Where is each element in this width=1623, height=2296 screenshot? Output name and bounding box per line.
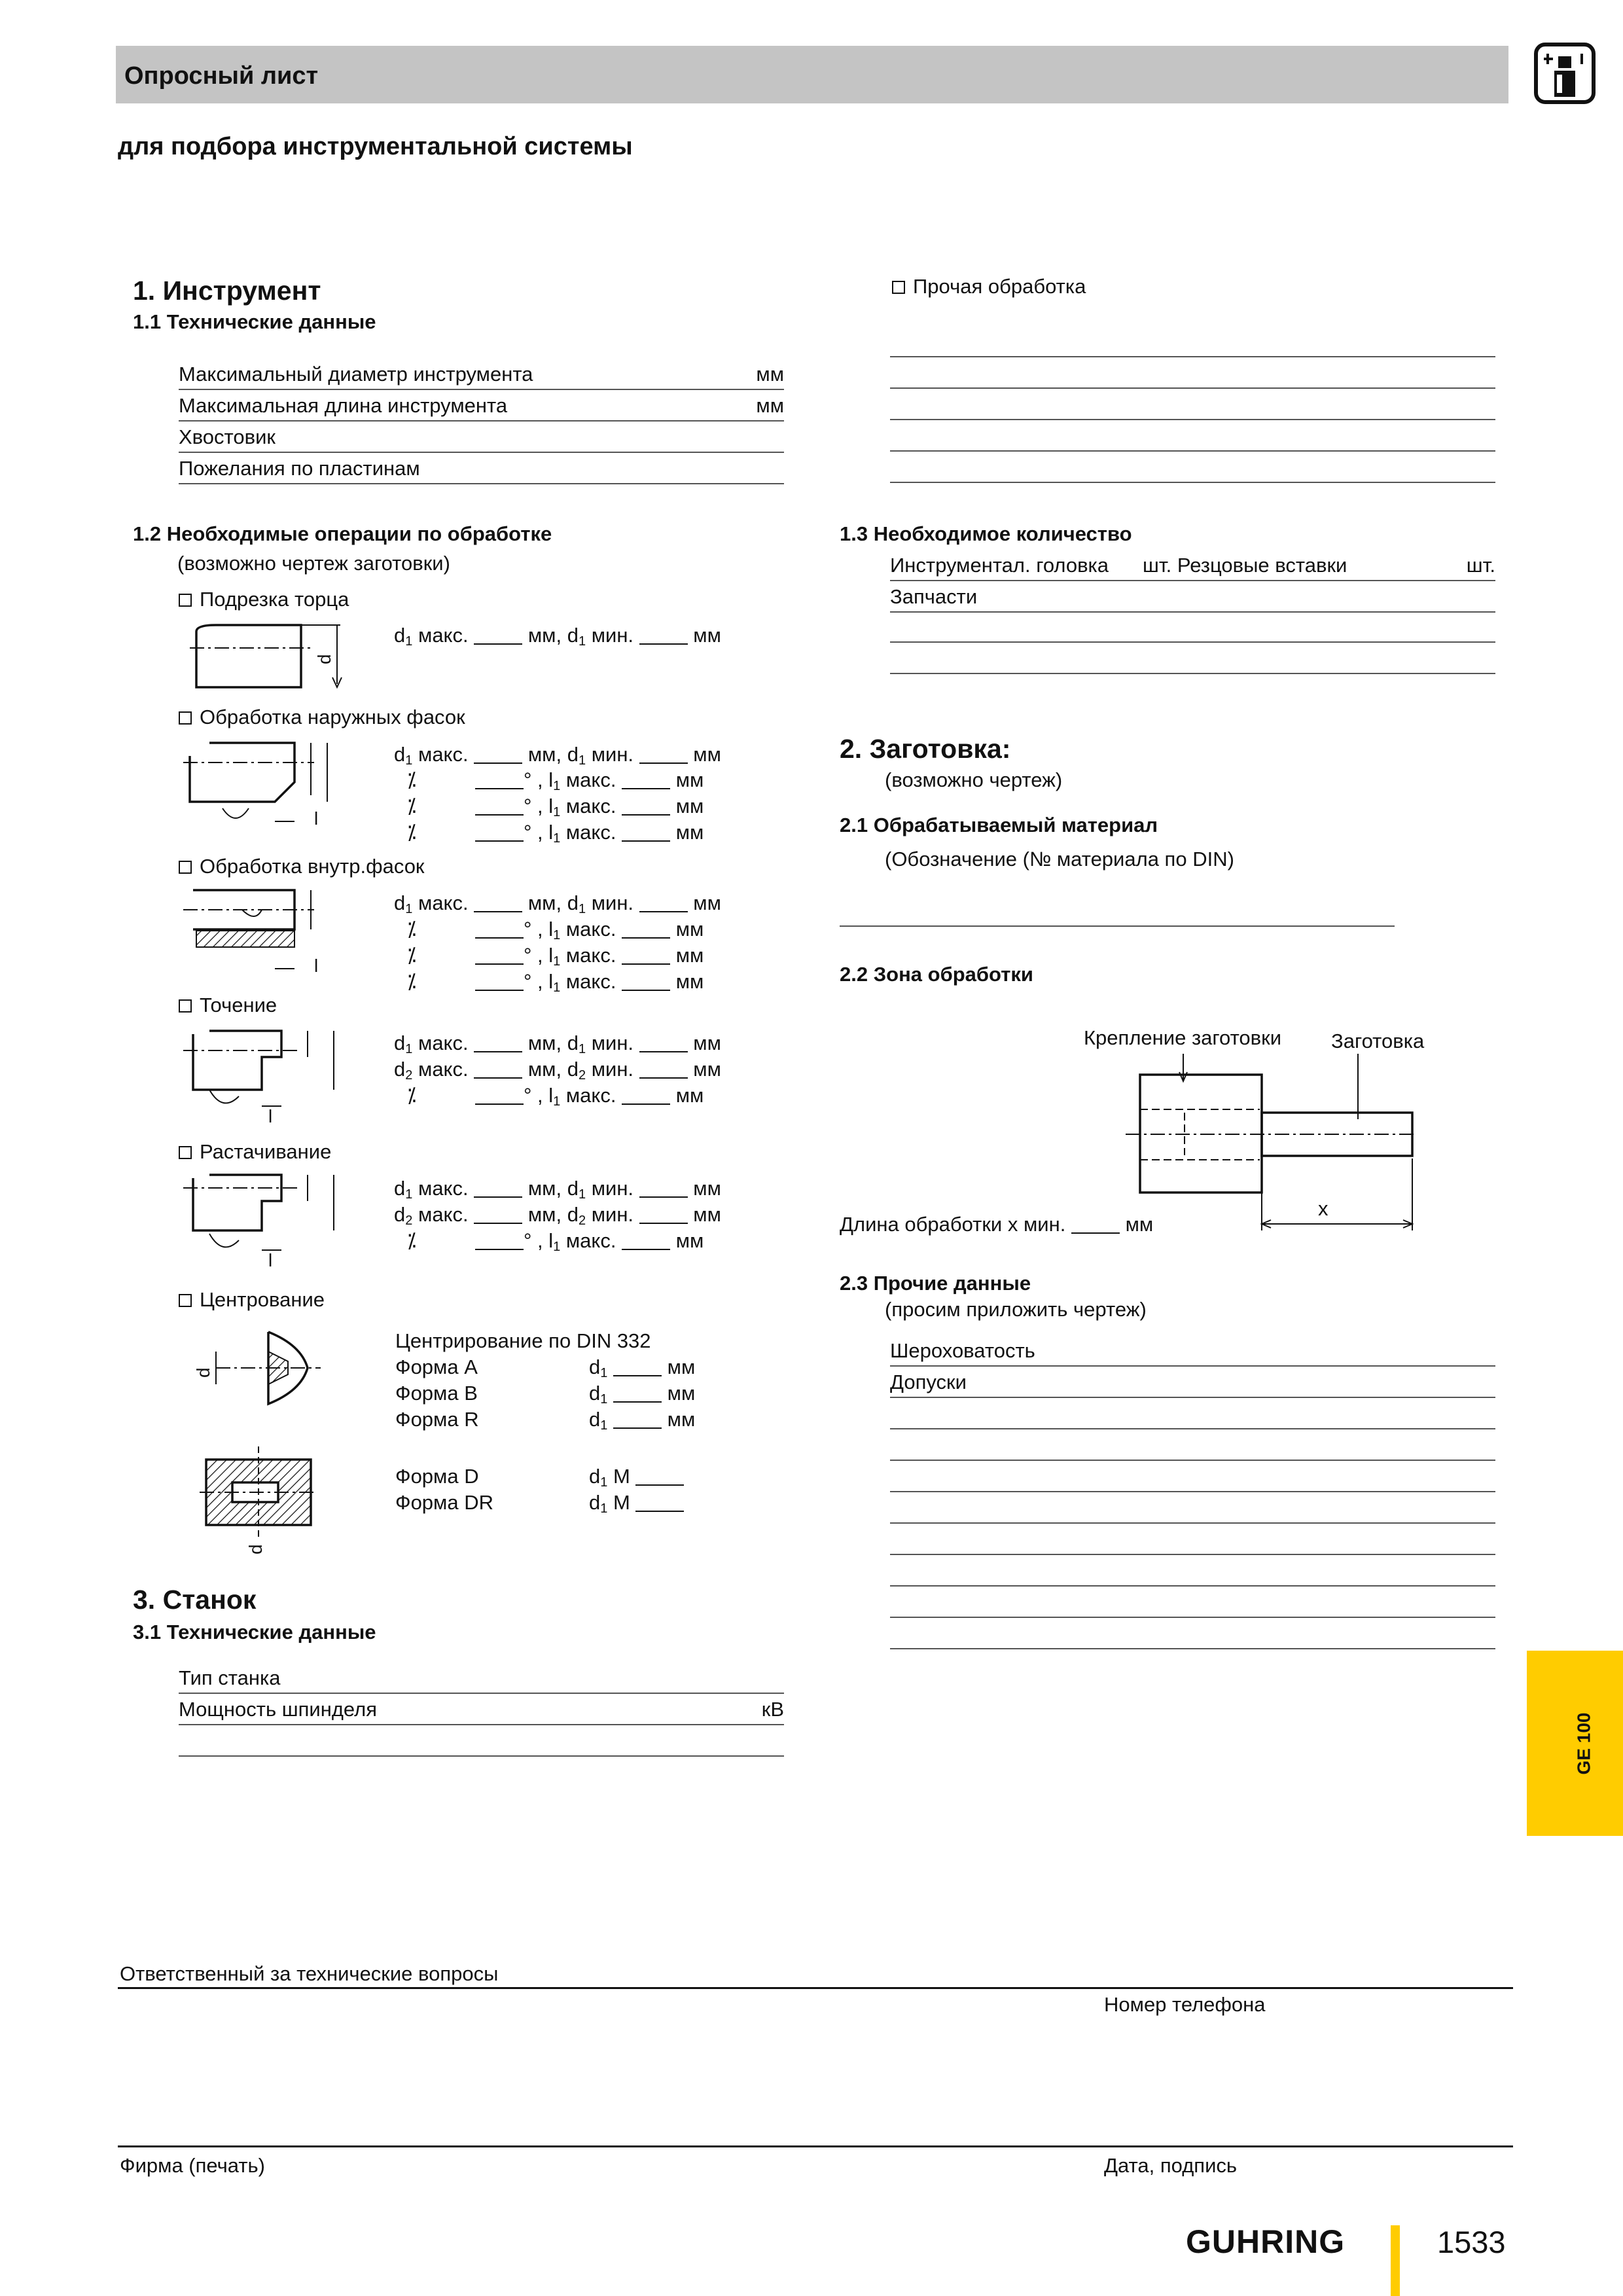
checkbox-outer-chamfer[interactable] — [179, 711, 192, 725]
workpiece-label: Заготовка — [1331, 1030, 1425, 1052]
other-line-4[interactable] — [890, 450, 1495, 452]
header-bar — [116, 46, 1508, 103]
section-1-2-note: (возможно чертеж заготовки) — [177, 552, 450, 575]
data-line-8[interactable] — [890, 1585, 1495, 1587]
firm-line[interactable] — [118, 2145, 1513, 2147]
inner-chamfer-angle-1: ⁒ ° , $l_1$ макс. мм — [407, 918, 704, 942]
section-2-2-title: 2.2 Зона обработки — [840, 963, 1033, 986]
turning-sketch — [183, 1024, 353, 1129]
section-3-title: 3. Станок — [133, 1585, 257, 1615]
op-inner-chamfer[interactable]: Обработка внутр.фасок — [179, 856, 425, 876]
section-1-3-title: 1.3 Необходимое количество — [840, 522, 1132, 545]
outer-chamfer-angle-1: ⁒ ° , $l_1$ макс. мм — [407, 768, 704, 793]
checkbox-other[interactable] — [892, 281, 905, 294]
boring-sketch — [183, 1168, 353, 1273]
field-max-length[interactable]: Максимальная длина инструмента мм — [179, 389, 784, 422]
zone-diagram — [1126, 1047, 1420, 1237]
form-b: Форма B — [395, 1382, 478, 1405]
data-line-10[interactable] — [890, 1648, 1495, 1649]
other-processing[interactable]: Прочая обработка — [892, 276, 1086, 296]
data-line-9[interactable] — [890, 1617, 1495, 1618]
facing-d1-line: $d_1$ макс. мм, $d_1$ мин. мм — [394, 624, 721, 649]
boring-angle: ⁒ ° , $l_1$ макс. мм — [407, 1229, 704, 1254]
svg-text:l: l — [314, 808, 319, 829]
responsible-line[interactable] — [118, 1987, 1513, 1989]
section-1-title: 1. Инструмент — [133, 276, 321, 306]
turning-d2: $d_2$ макс. мм, $d_2$ мин. мм — [394, 1058, 721, 1083]
guhring-logo: GUHRING — [1186, 2223, 1346, 2260]
field-machine-type[interactable]: Тип станка — [179, 1661, 784, 1694]
other-line-3[interactable] — [890, 419, 1495, 420]
turning-angle: ⁒ ° , $l_1$ макс. мм — [407, 1084, 704, 1109]
svg-text:l: l — [268, 1106, 273, 1126]
boring-d2: $d_2$ макс. мм, $d_2$ мин. мм — [394, 1203, 721, 1228]
section-2-3-title: 2.3 Прочие данные — [840, 1272, 1031, 1295]
section-2-3-note: (просим приложить чертеж) — [885, 1298, 1147, 1321]
section-1-1-title: 1.1 Технические данные — [133, 310, 376, 333]
form-a: Форма A — [395, 1355, 478, 1378]
data-line-4[interactable] — [890, 1460, 1495, 1461]
quantity-line-4[interactable] — [890, 673, 1495, 674]
op-outer-chamfer[interactable]: Обработка наружных фасок — [179, 707, 465, 727]
section-2-1-note: (Обозначение (№ материала по DIN) — [885, 848, 1234, 870]
phone-label: Номер телефона — [1104, 1993, 1266, 2016]
checkbox-boring[interactable] — [179, 1146, 192, 1159]
turning-d1: $d_1$ макс. мм, $d_1$ мин. мм — [394, 1031, 721, 1056]
form-r-d1: $d_1$ мм — [589, 1408, 696, 1433]
field-roughness[interactable]: Шероховатость — [890, 1334, 1495, 1367]
svg-text:d: d — [193, 1367, 213, 1378]
field-max-diameter[interactable]: Максимальный диаметр инструмента мм — [179, 357, 784, 390]
page-subtitle: для подбора инструментальной системы — [118, 133, 633, 160]
other-line-5[interactable] — [890, 482, 1495, 483]
date-signature-label: Дата, подпись — [1104, 2154, 1238, 2177]
page-number: 1533 — [1437, 2225, 1506, 2259]
form-a-d1: $d_1$ мм — [589, 1355, 696, 1380]
field-spindle-power[interactable]: Мощность шпинделя кВ — [179, 1693, 784, 1725]
field-spare-parts[interactable]: Запчасти — [890, 580, 1495, 613]
checkbox-facing[interactable] — [179, 594, 192, 607]
processing-length: Длина обработки x мин. мм — [840, 1213, 1154, 1236]
svg-text:l: l — [314, 956, 319, 976]
side-tab-label: GE 100 — [1573, 1712, 1594, 1775]
field-quantity[interactable]: Инструментал. головка шт. Резцовые вставки шт. — [890, 548, 1495, 581]
firm-label: Фирма (печать) — [120, 2154, 265, 2177]
form-b-d1: $d_1$ мм — [589, 1382, 696, 1407]
centering-sketch-abr — [190, 1325, 321, 1410]
tool-icon — [1533, 42, 1596, 105]
svg-text:d: d — [245, 1544, 266, 1554]
outer-chamfer-sketch — [183, 736, 347, 834]
outer-chamfer-angle-2: ⁒ ° , $l_1$ макс. мм — [407, 795, 704, 819]
other-line-2[interactable] — [890, 387, 1495, 389]
field-machine-extra[interactable] — [179, 1724, 784, 1757]
material-line[interactable] — [840, 925, 1395, 927]
zone-x-label: x — [1318, 1197, 1329, 1220]
checkbox-inner-chamfer[interactable] — [179, 861, 192, 874]
outer-chamfer-d1: $d_1$ макс. мм, $d_1$ мин. мм — [394, 743, 721, 768]
field-tolerances[interactable]: Допуски — [890, 1365, 1495, 1398]
inner-chamfer-angle-3: ⁒ ° , $l_1$ макс. мм — [407, 970, 704, 995]
other-line-1[interactable] — [890, 356, 1495, 357]
form-r: Форма R — [395, 1408, 479, 1431]
op-facing[interactable]: Подрезка торца — [179, 589, 349, 609]
logo-divider — [1391, 2225, 1400, 2296]
data-line-6[interactable] — [890, 1522, 1495, 1524]
field-shank[interactable]: Хвостовик — [179, 420, 784, 453]
form-dr: Форма DR — [395, 1491, 493, 1514]
data-line-3[interactable] — [890, 1428, 1495, 1429]
field-insert-wishes[interactable]: Пожелания по пластинам — [179, 452, 784, 484]
responsible-label: Ответственный за технические вопросы — [120, 1962, 499, 1985]
svg-text:l: l — [268, 1250, 273, 1270]
data-line-7[interactable] — [890, 1554, 1495, 1555]
centering-sketch-d — [193, 1446, 324, 1558]
op-turning[interactable]: Точение — [179, 995, 277, 1015]
section-2-1-title: 2.1 Обрабатываемый материал — [840, 814, 1158, 836]
form-d-d1: $d_1$ M — [589, 1466, 684, 1489]
clamp-label: Крепление заготовки — [1084, 1026, 1282, 1049]
section-3-1-title: 3.1 Технические данные — [133, 1621, 376, 1643]
form-dr-d1: $d_1$ M — [589, 1492, 684, 1515]
section-1-2-title: 1.2 Необходимые операции по обработке — [133, 522, 552, 545]
inner-chamfer-sketch — [183, 884, 347, 982]
boring-d1: $d_1$ макс. мм, $d_1$ мин. мм — [394, 1177, 721, 1202]
page-title: Опросный лист — [124, 62, 319, 90]
centering-title: Центрирование по DIN 332 — [395, 1329, 651, 1352]
form-d: Форма D — [395, 1465, 479, 1488]
facing-sketch — [190, 619, 347, 691]
op-boring[interactable]: Растачивание — [179, 1141, 331, 1162]
section-2-note: (возможно чертеж) — [885, 768, 1063, 791]
inner-chamfer-angle-2: ⁒ ° , $l_1$ макс. мм — [407, 944, 704, 969]
section-2-title: 2. Заготовка: — [840, 734, 1011, 764]
quantity-line-3[interactable] — [890, 641, 1495, 643]
data-line-5[interactable] — [890, 1491, 1495, 1492]
checkbox-turning[interactable] — [179, 999, 192, 1013]
svg-text:d: d — [314, 654, 334, 664]
outer-chamfer-angle-3: ⁒ ° , $l_1$ макс. мм — [407, 821, 704, 846]
inner-chamfer-d1: $d_1$ макс. мм, $d_1$ мин. мм — [394, 891, 721, 916]
checkbox-centering[interactable] — [179, 1294, 192, 1307]
op-centering[interactable]: Центрование — [179, 1289, 325, 1310]
